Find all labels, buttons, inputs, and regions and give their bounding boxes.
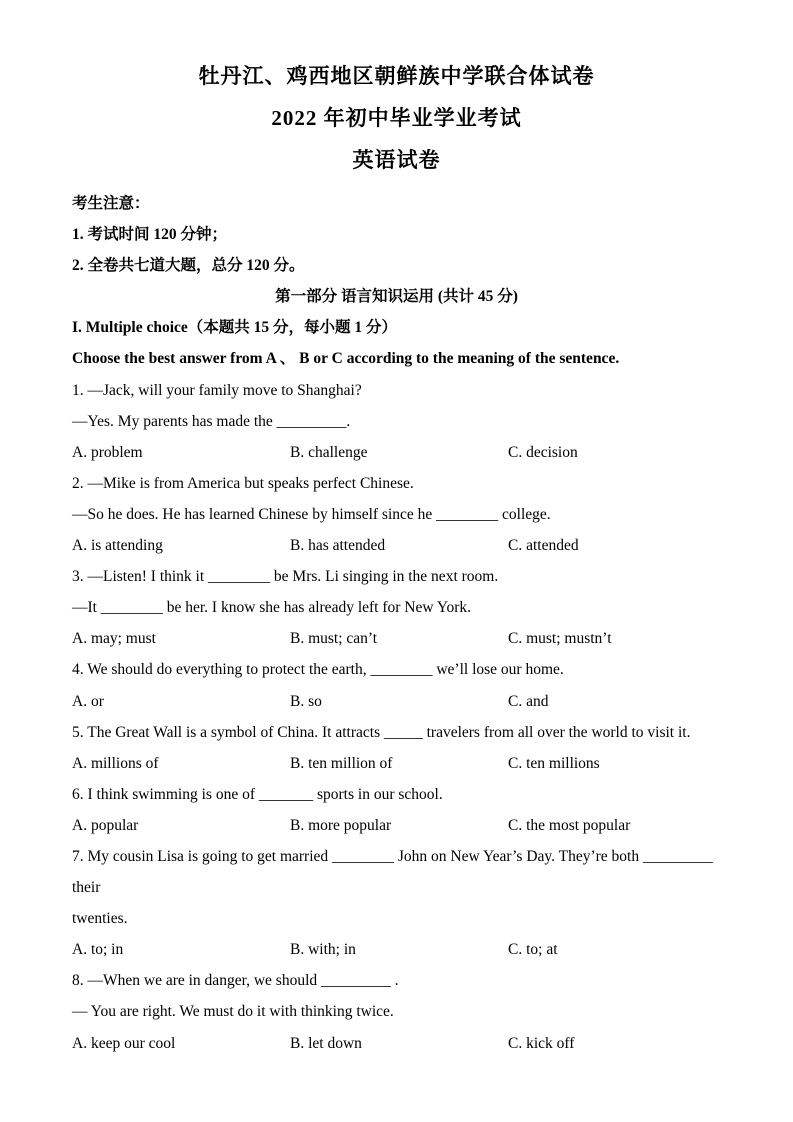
question-4-line-1: 4. We should do everything to protect the earth, ________ we’ll lose our home. [72,661,564,679]
question-8-option-c: C. kick off [508,1034,575,1052]
question-4-option-b: B. so [290,692,322,710]
question-7-option-c: C. to; at [508,941,558,959]
question-6-option-b: B. more popular [290,816,392,834]
section-heading: I. Multiple choice（本题共 15 分，每小题 1 分） [72,319,398,337]
questions-container [72,375,721,1059]
question-7-option-a: A. to; in [72,941,124,959]
question-3-option-c: C. must; mustn’t [508,630,612,648]
question-3-option-a: A. may; must [72,630,156,648]
question-5-option-c: C. ten millions [508,754,600,772]
exam-year-title: 2022 年初中毕业学业考试 [271,106,522,130]
question-2-options-row [72,530,721,561]
question-6-option-a: A. popular [72,816,139,834]
question-6-line-1: 6. I think swimming is one of _______ sports in our school. [72,785,443,803]
exam-union-title: 牡丹江、鸡西地区朝鲜族中学联合体试卷 [198,64,595,88]
question-8-options-row [72,1028,721,1059]
question-8-option-b: B. let down [290,1034,362,1052]
question-2-option-a: A. is attending [72,537,163,555]
question-6-option-c: C. the most popular [508,816,631,834]
question-8-option-a: A. keep our cool [72,1034,176,1052]
question-4-option-c: C. and [508,692,549,710]
question-1-option-a: A. problem [72,443,143,461]
question-2-option-b: B. has attended [290,537,386,555]
question-7-line-2: twenties. [72,910,128,928]
question-2-line-1: 2. —Mike is from America but speaks perfect Chinese. [72,474,414,492]
exam-body [72,188,721,1059]
question-1-line-2: —Yes. My parents has made the _________. [72,412,351,430]
question-1-line-1: 1. —Jack, will your family move to Shanghai? [72,381,362,399]
question-5-options-row [72,748,721,779]
question-1-options-row [72,437,721,468]
question-7-options-row [72,934,721,965]
notice-item-2: 2. 全卷共七道大题，总分 120 分。 [72,257,305,275]
question-3-options-row [72,623,721,654]
question-4-options-row [72,686,721,717]
question-5-option-b: B. ten million of [290,754,393,772]
question-1-option-b: B. challenge [290,443,368,461]
question-3-line-1: 3. —Listen! I think it ________ be Mrs. Li singing in the next room. [72,568,499,586]
part-heading: 第一部分 语言知识运用 (共计 45 分) [275,288,518,306]
exam-subject-title: 英语试卷 [352,148,441,172]
question-3-line-2: —It ________ be her. I know she has already left for New York. [72,599,472,617]
section-instructions: Choose the best answer from A 、 B or C according to the meaning of the sentence. [72,350,620,368]
question-2-option-c: C. attended [508,537,579,555]
notice-heading: 考生注意： [72,195,150,212]
question-1-option-c: C. decision [508,443,578,461]
notice-item-1: 1. 考试时间 120 分钟； [72,226,228,244]
question-4-option-a: A. or [72,692,104,710]
question-6-options-row [72,810,721,841]
question-7-line-1: 7. My cousin Lisa is going to get married ________ John on New Year’s Day. They’re both _________ their [72,847,717,897]
question-5-option-a: A. millions of [72,754,159,772]
title-block [72,55,721,181]
question-7-option-b: B. with; in [290,941,356,959]
question-3-option-b: B. must; can’t [290,630,378,648]
question-2-line-2: —So he does. He has learned Chinese by himself since he ________ college. [72,505,551,523]
question-5-line-1: 5. The Great Wall is a symbol of China. It attracts _____ travelers from all over the world to visit it. [72,723,691,741]
question-8-line-1: 8. —When we are in danger, we should _________ . [72,972,399,990]
question-8-line-2: — You are right. We must do it with thinking twice. [72,1003,394,1021]
